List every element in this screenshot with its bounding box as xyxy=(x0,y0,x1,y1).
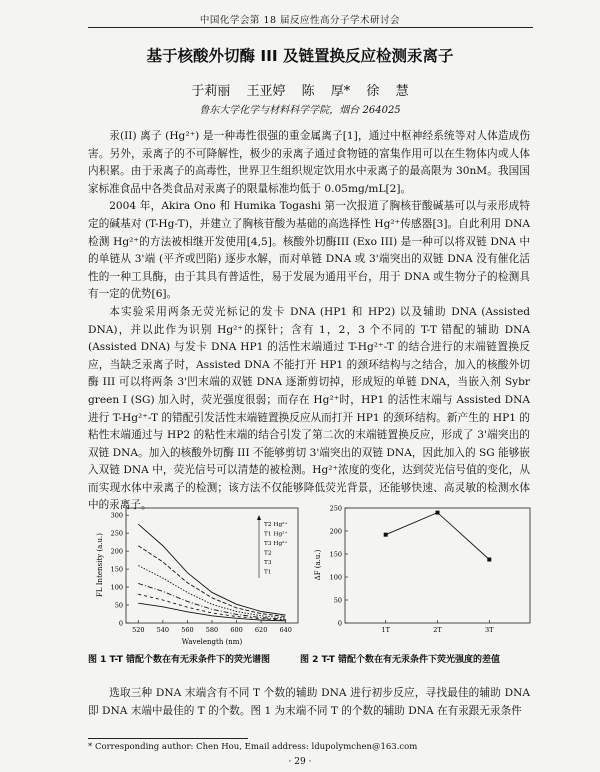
fig1-ytick-label: 50 xyxy=(114,601,123,610)
fig2-xtick-label: 2T xyxy=(433,626,442,634)
fig1-xtick-label: 560 xyxy=(181,626,194,634)
running-header: 中国化学会第 18 届反应性高分子学术研讨会 xyxy=(199,15,401,26)
fig2-plot-frame xyxy=(345,508,530,623)
figure-1-caption: 图 1 T-T 错配个数在有无汞条件下的荧光谱图 xyxy=(88,655,271,665)
fig1-ytick-label: 100 xyxy=(110,583,123,592)
page-number: · 29 · xyxy=(288,757,312,767)
fig1-legend-entry: T3 Hg²⁺ xyxy=(264,541,288,547)
body-text-continued xyxy=(88,685,530,720)
paragraph-1: 汞(II) 离子 (Hg²⁺) 是一种毒性很强的重金属离子[1]，通过中枢神经系统等对人体造成伤害。另外，汞离子的不可降解性，极少的汞离子通过食物链的富集作用可以在生物体内或人体内积累。由于汞离子的高毒性，世界卫生组织规定饮用水中汞离子的最高限为 30nM。我国国家标准食品中各类食品对汞离子的限量标准均低于 0.05mg/mL[2]。 xyxy=(88,130,530,195)
fig1-legend-entry: T3 xyxy=(264,560,272,566)
fig2-ytick-label: 0 xyxy=(337,619,342,628)
fig2-ytick-label: 250 xyxy=(329,504,342,513)
fig2-ylabel: ΔF (a.u.) xyxy=(314,549,322,581)
fig1-xtick-label: 580 xyxy=(205,626,219,634)
fig1-legend-entry: T2 xyxy=(264,550,272,557)
fig2-xtick-label: 3T xyxy=(485,626,494,634)
figure-2 xyxy=(314,505,530,635)
fig1-ylabel: FL Intensity (a.u.) xyxy=(96,533,104,597)
fig1-legend-entry: T1 Hg²⁺ xyxy=(264,531,288,538)
fig2-series-line-path xyxy=(386,513,490,560)
fig1-legend xyxy=(257,515,288,578)
fig2-point-3T xyxy=(487,558,491,562)
fig1-legend-arrow-head xyxy=(257,515,261,520)
header-rule xyxy=(88,27,533,28)
paragraph-3: 本实验采用两条无荧光标记的发卡 DNA (HP1 和 HP2) 以及辅助 DNA (Assisted DNA)，并以此作为识别 Hg²⁺的探针；含有 1，2，3 个不同的 T-T 错配的辅助 DNA (Assisted DNA) 与发卡 DNA HP1 的活性末端通过 T-Hg²⁺-T 的结合进行的末端链置换反应，当缺乏汞离子时，Assisted DNA 不能打开 HP1 的颈环结构与之结合，加入的核酸外切酶 III 可以将两条 3'凹末端的双链 DNA 逐渐剪切掉，形成短的单链 DNA，当嵌入剂 Sybr green I (SG) 加入时，荧光强度很弱；而存在 Hg²⁺时，HP1 的活性末端与 Assisted DNA 进行 T-Hg²⁺-T 的错配引发活性末端链置换反应从而打开 HP1 的颈环结构。新产生的 HP1 的粘性末端通过与 HP2 的粘性末端的结合引发了第二次的末端链置换反应，形成了 3'端突出的双链 DNA。加入的核酸外切酶 III 不能够剪切 3'端突出的双链 DNA，因此加入的 SG 能够嵌入双链 DNA 中，荧光信号可以清楚的被检测。Hg²⁺浓度的变化，达到荧光信号值的变化，从而实现水体中汞离子的检测；该方法不仅能够降低荧光背景，还能够快速、高灵敏的检测水体中的汞离子。 xyxy=(88,305,530,512)
fig1-legend-entry: T1 xyxy=(264,569,272,576)
body-text xyxy=(88,128,530,515)
fig1-xtick-label: 540 xyxy=(156,626,170,634)
fig1-xtick-label: 620 xyxy=(254,626,268,634)
figures-svg xyxy=(88,503,533,648)
fig1-xtick-label: 520 xyxy=(132,626,145,634)
fig2-ytick-label: 200 xyxy=(329,527,342,536)
fig1-ytick-label: 0 xyxy=(118,619,123,628)
fig2-x-ticks xyxy=(381,620,494,634)
fig1-ytick-label: 150 xyxy=(110,565,123,574)
fig1-x-ticks xyxy=(132,620,292,634)
fig1-ytick-label: 250 xyxy=(110,529,123,538)
paragraph-2: 2004 年，Akira Ono 和 Humika Togashi 第一次报道了胸核苷酸碱基可以与汞形成特定的碱基对 (T-Hg-T)，并建立了胸核苷酸为基础的高选择性 Hg²⁺传感器[3]。自此利用 DNA 检测 Hg²⁺的方法被相继开发使用[4,5]。核酸外切酶III (Exo III) 是一种可以将双链 DNA 中的单链从 3'端 (平齐或凹陷) 逐步水解，而对单链 DNA 或 3'端突出的双链 DNA 没有催化活性的一种工具酶，由于其具有普适性，易于发展为通用平台，用于 DNA 或生物分子的检测具有一定的优势[6]。 xyxy=(88,200,530,301)
fig1-legend-entry: T2 Hg²⁺ xyxy=(264,522,288,528)
fig1-xtick-label: 600 xyxy=(230,626,243,634)
footnote-rule xyxy=(88,738,248,739)
fig1-ytick-label: 200 xyxy=(110,547,123,556)
figures-area xyxy=(88,503,533,648)
figure-2-caption: 图 2 T-T 错配个数在有无汞条件下荧光强度的差值 xyxy=(300,655,501,665)
paper-authors: 于莉丽 王亚婷 陈 厚* 徐 慧 xyxy=(191,84,409,99)
paragraph-4: 选取三种 DNA 末端含有不同 T 个数的辅助 DNA 进行初步反应，寻找最佳的辅助 DNA 即 DNA 末端中最佳的 T 的个数。图 1 为末端不同 T 的个数的辅助 DNA 在有汞跟无汞条件 xyxy=(88,687,530,717)
fig1-xtick-label: 640 xyxy=(279,626,292,634)
fig2-point-2T xyxy=(436,511,440,515)
paper-affiliation: 鲁东大学化学与材料科学学院，烟台 264025 xyxy=(199,105,401,116)
fig2-ytick-label: 100 xyxy=(329,573,342,582)
fig2-point-1T xyxy=(384,533,388,537)
fig2-xtick-label: 1T xyxy=(381,626,390,634)
fig2-ytick-label: 50 xyxy=(333,596,342,605)
fig1-xlabel: Wavelength (nm) xyxy=(181,638,243,646)
fig2-series-line xyxy=(384,511,492,562)
figure-1 xyxy=(96,508,298,646)
fig2-ytick-label: 150 xyxy=(329,550,342,559)
paper-title: 基于核酸外切酶 III 及链置换反应检测汞离子 xyxy=(146,47,454,65)
footnote: * Corresponding author: Chen Hou, Email address: ldupolymchen@163.com xyxy=(88,742,418,752)
fig1-ytick-label: 300 xyxy=(110,511,123,520)
